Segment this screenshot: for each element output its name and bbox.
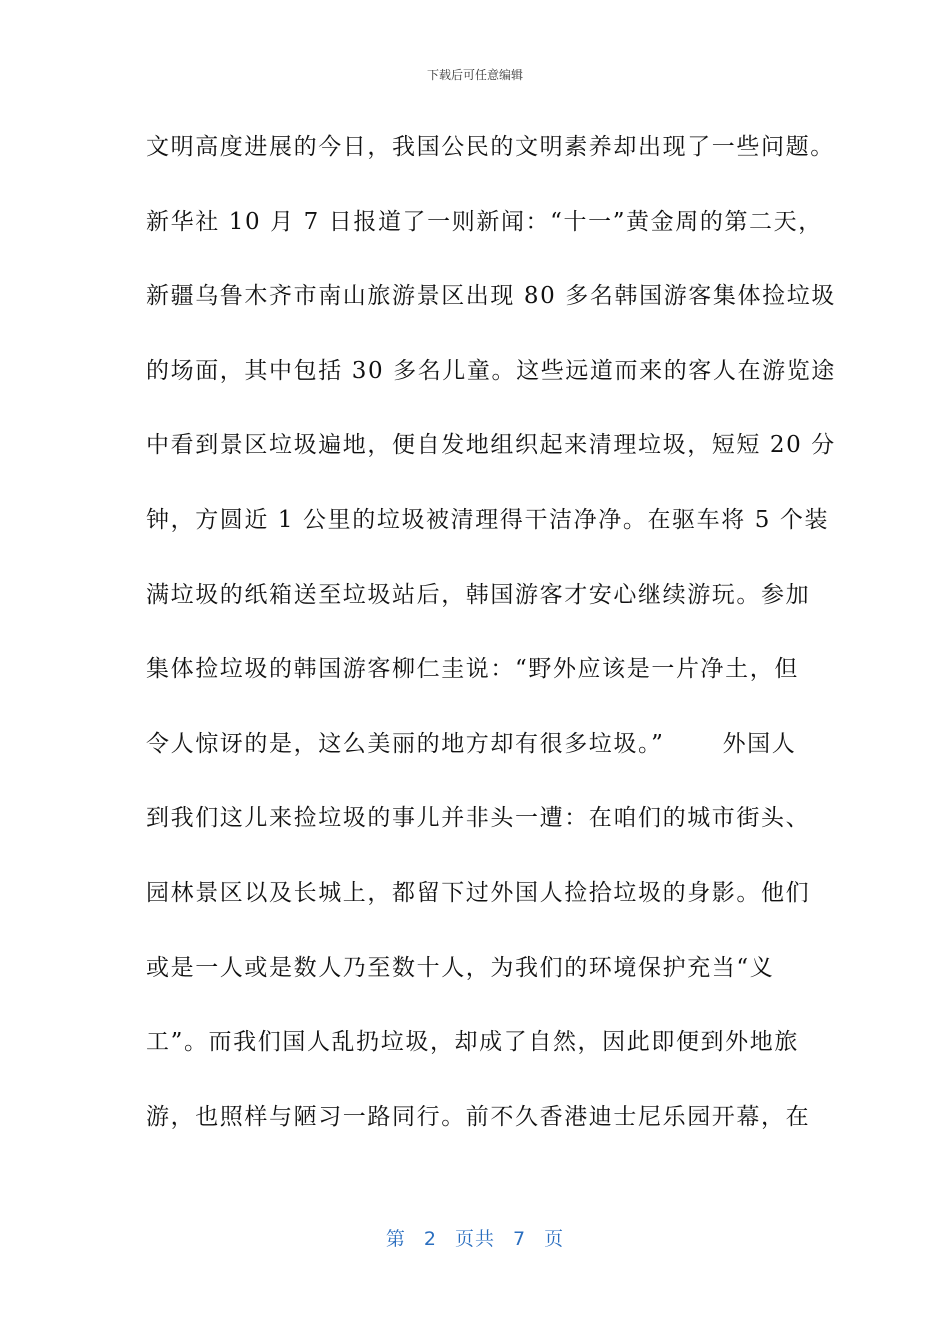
header-note: 下载后可任意编辑 (426, 68, 523, 82)
text-line: 令人惊讶的是，这么美丽的地方却有很多垃圾。” 外国人 (146, 730, 797, 757)
text-line: 中看到景区垃圾遍地，便自发地组织起来清理垃圾，短短 20 分 (146, 432, 836, 459)
footer-page-number: 2 (423, 1228, 437, 1250)
text-line: 到我们这儿来捡垃圾的事儿并非头一遭：在咱们的城市街头、 (146, 805, 811, 832)
text-line: 文明高度进展的今日，我国公民的文明素养却出现了一些问题。 (146, 134, 835, 160)
page-footer (0, 1224, 950, 1251)
text-line: 新疆乌鲁木齐市南山旅游景区出现 80 多名韩国游客集体捡垃圾 (146, 283, 836, 310)
text-line: 工”。而我们国人乱扔垃圾，却成了自然，因此即便到外地旅 (146, 1029, 799, 1056)
footer-middle: 页共 (454, 1228, 495, 1250)
footer-suffix: 页 (544, 1228, 565, 1250)
text-line: 钟，方圆近 1 公里的垃圾被清理得干洁净净。在驱车将 5 个装 (146, 506, 830, 533)
text-line: 新华社 10 月 7 日报道了一则新闻：“十一”黄金周的第二天， (146, 208, 823, 235)
text-line: 的场面，其中包括 30 多名儿童。这些远道而来的客人在游览途 (146, 357, 836, 384)
text-line: 集体捡垃圾的韩国游客柳仁圭说：“野外应该是一片净土，但 (146, 656, 799, 683)
body-text (146, 122, 836, 1166)
text-line: 园林景区以及长城上，都留下过外国人捡拾垃圾的身影。他们 (146, 879, 811, 906)
footer-prefix: 第 (385, 1228, 406, 1250)
footer-total-pages: 7 (513, 1228, 527, 1250)
text-line: 满垃圾的纸箱送至垃圾站后，韩国游客才安心继续游玩。参加 (146, 581, 811, 608)
text-line: 或是一人或是数人乃至数十人，为我们的环境保护充当“义 (146, 954, 775, 981)
text-line: 游，也照样与陋习一路同行。前不久香港迪士尼乐园开幕，在 (146, 1103, 811, 1130)
